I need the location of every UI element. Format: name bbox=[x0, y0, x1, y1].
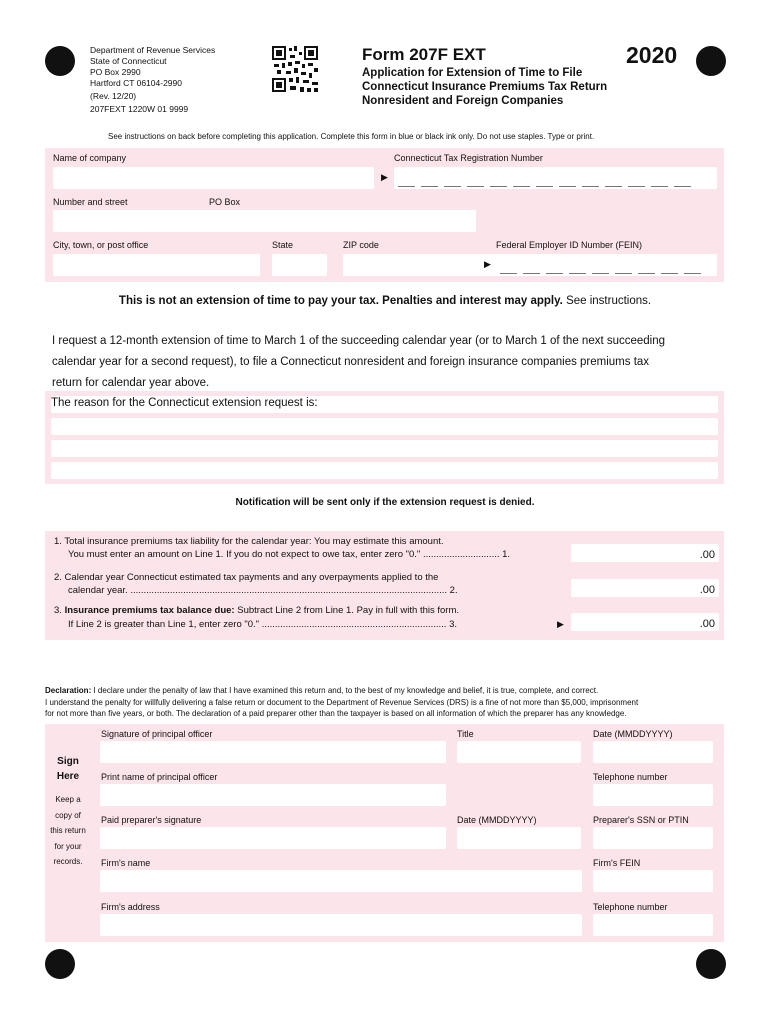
notice-text bbox=[0, 295, 770, 307]
form-title-line: Application for Extension of Time to File bbox=[362, 67, 583, 79]
company-name-label: Name of company bbox=[53, 153, 127, 163]
city-field[interactable] bbox=[53, 254, 260, 276]
registration-dot-bottom-left bbox=[45, 949, 75, 979]
registration-dot-top-right bbox=[696, 46, 726, 76]
form-title-line: Nonresident and Foreign Companies bbox=[362, 95, 564, 107]
street-field[interactable] bbox=[53, 210, 476, 232]
zip-label: ZIP code bbox=[343, 240, 379, 250]
firm-fein-label: Firm's FEIN bbox=[593, 858, 641, 868]
street-label: Number and street bbox=[53, 197, 128, 207]
agency-line: (Rev. 12/20) bbox=[90, 91, 137, 101]
request-line: return for calendar year above. bbox=[52, 377, 210, 389]
keep-line: Keep a bbox=[55, 795, 81, 804]
qr-code-icon bbox=[272, 46, 318, 92]
tax-registration-label: Connecticut Tax Registration Number bbox=[394, 153, 543, 163]
notice-bold: This is not an extension of time to pay your tax. Penalties and interest may apply. bbox=[118, 295, 563, 307]
sign-here-title bbox=[45, 754, 91, 784]
instructions-text: See instructions on back before completing this application. Complete this form in blue or black ink only. Do not use staples. Type or print. bbox=[108, 132, 595, 141]
keep-line: for your bbox=[54, 841, 82, 851]
company-name-field[interactable] bbox=[53, 167, 374, 189]
arrow-icon: ▶ bbox=[557, 619, 564, 629]
firm-telephone-label: Telephone number bbox=[593, 902, 668, 912]
line-1-text-a: 1. Total insurance premiums tax liability for the calendar year: You may estimate this amount. bbox=[54, 536, 444, 547]
preparer-signature-field[interactable] bbox=[100, 827, 446, 849]
date-label: Date (MMDDYYYY) bbox=[593, 729, 673, 739]
form-year: 2020 bbox=[626, 42, 678, 68]
reason-label: The reason for the Connecticut extension request is: bbox=[51, 397, 318, 409]
line-2-text-b: calendar year. ........................................................................................................................ 2. bbox=[68, 585, 458, 596]
date-field[interactable] bbox=[593, 741, 713, 763]
agency-line: Hartford CT 06104-2990 bbox=[90, 78, 182, 88]
notification-text: Notification will be sent only if the extension request is denied. bbox=[235, 497, 535, 508]
keep-line: records. bbox=[53, 857, 83, 866]
tax-registration-field[interactable] bbox=[394, 167, 717, 189]
line-3-bold: Insurance premiums tax balance due: bbox=[64, 605, 235, 616]
form-title bbox=[362, 66, 607, 108]
reason-field-line-2[interactable] bbox=[51, 418, 718, 435]
title-field[interactable] bbox=[457, 741, 581, 763]
reason-section bbox=[45, 391, 724, 484]
telephone-label: Telephone number bbox=[593, 772, 668, 782]
sign-title-line: Sign bbox=[57, 756, 79, 767]
agency-line: State of Connecticut bbox=[90, 56, 167, 66]
declaration-bold: Declaration: bbox=[45, 686, 92, 695]
firm-fein-field[interactable] bbox=[593, 870, 713, 892]
line-1-amount[interactable] bbox=[571, 544, 719, 562]
line-2-text-a: 2. Calendar year Connecticut estimated tax payments and any overpayments applied to the bbox=[54, 572, 439, 583]
fein-field[interactable] bbox=[496, 254, 717, 276]
line-2-cents: .00 bbox=[699, 584, 715, 596]
firm-name-label: Firm's name bbox=[101, 858, 151, 868]
state-field[interactable] bbox=[272, 254, 327, 276]
form-title-line: Connecticut Insurance Premiums Tax Return bbox=[362, 81, 608, 93]
line-1-cents: .00 bbox=[699, 549, 715, 561]
line-3-rest: Subtract Line 2 from Line 1. Pay in full with this form. bbox=[237, 605, 459, 616]
declaration-text: I understand the penalty for willfully delivering a false return or document to the Department of Revenue Services (DRS) is a fine of not more than $5,000, imprisonment bbox=[45, 697, 639, 707]
preparer-date-field[interactable] bbox=[457, 827, 581, 849]
request-line: I request a 12-month extension of time to March 1 of the succeeding calendar year (or to March 1 of the next succeeding bbox=[52, 335, 666, 347]
sign-section bbox=[45, 724, 724, 942]
line-3-amount[interactable] bbox=[571, 613, 719, 631]
firm-address-label: Firm's address bbox=[101, 902, 160, 912]
city-label: City, town, or post office bbox=[53, 240, 149, 250]
sign-title-line: Here bbox=[56, 771, 80, 782]
zip-field[interactable] bbox=[343, 254, 503, 276]
firm-address-field[interactable] bbox=[100, 914, 582, 936]
declaration bbox=[45, 685, 725, 720]
line-2-amount[interactable] bbox=[571, 579, 719, 597]
request-paragraph bbox=[52, 331, 665, 394]
line-3-text-b: If Line 2 is greater than Line 1, enter zero "0." ...................................................................... 3. bbox=[68, 619, 458, 630]
arrow-icon: ▶ bbox=[381, 172, 388, 182]
line-3-text-a bbox=[54, 605, 459, 616]
print-name-field[interactable] bbox=[100, 784, 446, 806]
agency-line: PO Box 2990 bbox=[90, 67, 141, 77]
keep-copy-note bbox=[45, 792, 91, 870]
preparer-date-label: Date (MMDDYYYY) bbox=[457, 815, 537, 825]
keep-line: copy of bbox=[55, 810, 81, 820]
firm-name-field[interactable] bbox=[100, 870, 582, 892]
declaration-text: I declare under the penalty of law that I have examined this return and, to the best of my knowledge and belief, it is true, complete, and correct. bbox=[93, 686, 599, 695]
officer-signature-label: Signature of principal officer bbox=[101, 729, 213, 739]
registration-dot-bottom-right bbox=[696, 949, 726, 979]
request-line: calendar year for a second request), to file a Connecticut nonresident and foreign insurance companies premiums tax bbox=[52, 356, 650, 368]
line-3-cents: .00 bbox=[699, 618, 715, 630]
registration-dot-top-left bbox=[45, 46, 75, 76]
lines-section bbox=[45, 531, 724, 640]
form-name: Form 207F EXT bbox=[362, 45, 486, 64]
preparer-signature-label: Paid preparer's signature bbox=[101, 815, 202, 825]
agency-line: 207FEXT 1220W 01 9999 bbox=[90, 104, 189, 114]
arrow-icon: ▶ bbox=[484, 259, 491, 269]
firm-telephone-field[interactable] bbox=[593, 914, 713, 936]
line-1-text-b: You must enter an amount on Line 1. If you do not expect to owe tax, enter zero "0." ............................. 1. bbox=[68, 549, 511, 560]
po-box-label: PO Box bbox=[209, 197, 241, 207]
agency-line: Department of Revenue Services bbox=[90, 45, 216, 55]
keep-line: this return bbox=[50, 826, 86, 835]
company-section bbox=[45, 148, 724, 282]
declaration-text: for not more than five years, or both. The declaration of a paid preparer other than the taxpayer is based on all information of which the preparer has any knowledge. bbox=[45, 709, 627, 718]
notice-normal: See instructions. bbox=[566, 295, 652, 307]
reason-field-line-4[interactable] bbox=[51, 462, 718, 479]
print-name-label: Print name of principal officer bbox=[101, 772, 218, 782]
reason-field-line-3[interactable] bbox=[51, 440, 718, 457]
fein-label: Federal Employer ID Number (FEIN) bbox=[496, 240, 643, 250]
agency-block bbox=[90, 45, 215, 115]
telephone-field[interactable] bbox=[593, 784, 713, 806]
line-3-number: 3. bbox=[54, 605, 62, 616]
title-label: Title bbox=[457, 729, 474, 739]
state-label: State bbox=[272, 240, 294, 250]
officer-signature-field[interactable] bbox=[100, 741, 446, 763]
preparer-ssn-field[interactable] bbox=[593, 827, 713, 849]
preparer-ssn-label: Preparer's SSN or PTIN bbox=[593, 815, 689, 825]
